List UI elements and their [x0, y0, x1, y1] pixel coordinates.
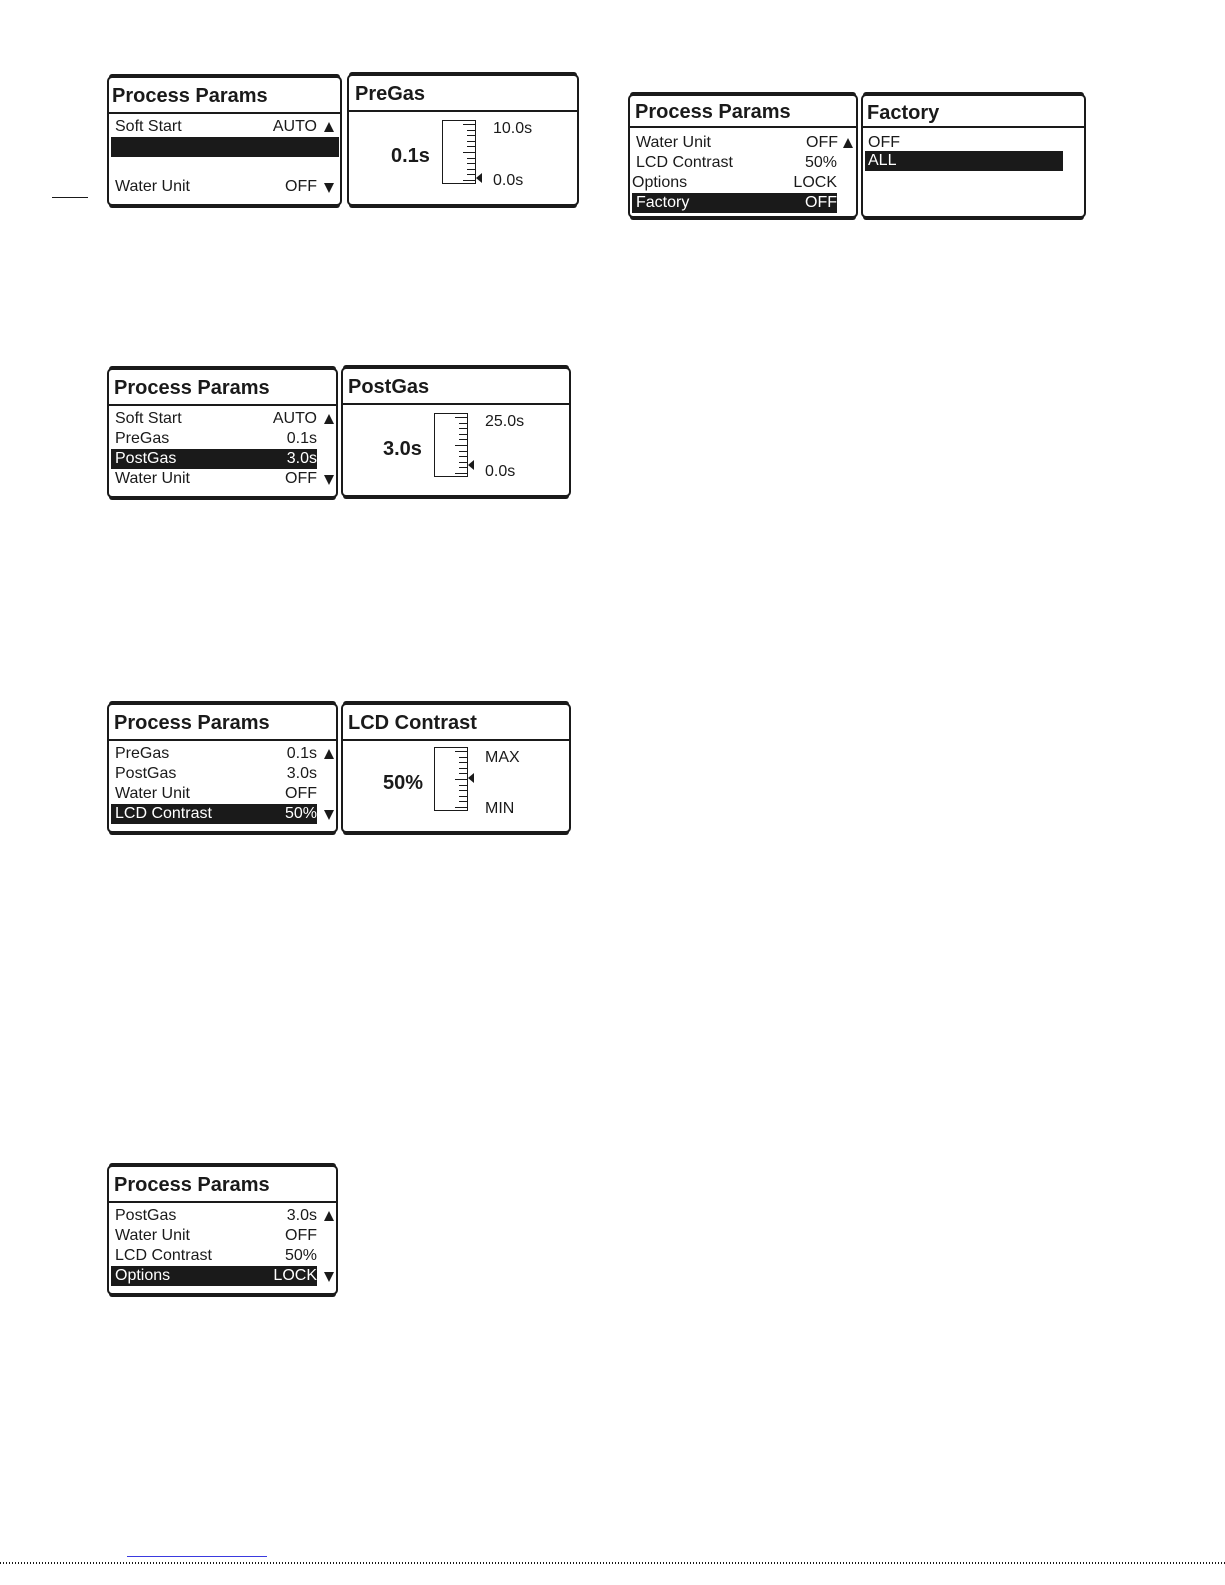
row-label: Factory [636, 194, 690, 211]
callout-line [52, 197, 88, 198]
row-value: LOCK [273, 1267, 317, 1284]
value-gauge [442, 120, 476, 184]
footer-link-underline [127, 1556, 267, 1557]
title-divider [109, 112, 340, 114]
gauge-tick [467, 174, 475, 175]
row-value: OFF [806, 134, 838, 151]
gauge-tick [459, 439, 467, 440]
process-params-menu-4 [107, 1165, 338, 1295]
row-label: Water Unit [115, 470, 190, 487]
menu-row-soft-start[interactable] [111, 117, 339, 137]
row-value: OFF [285, 785, 317, 802]
scroll-down-icon[interactable] [324, 475, 334, 485]
row-label: PreGas [115, 745, 170, 762]
menu-row-water-unit[interactable] [111, 469, 317, 489]
gauge-tick [459, 757, 467, 758]
factory-option-all[interactable] [865, 151, 1063, 171]
menu-row-options[interactable] [111, 1266, 317, 1286]
menu-row-pregas[interactable] [111, 744, 317, 764]
value-gauge [434, 747, 468, 811]
title-divider [349, 110, 577, 112]
row-label: Soft Start [115, 118, 182, 135]
gauge-tick [463, 180, 475, 181]
gauge-tick [455, 417, 467, 418]
level-marker-icon [468, 460, 474, 470]
gauge-tick [455, 473, 467, 474]
gauge-tick [455, 751, 467, 752]
row-value: 0.1s [286, 430, 317, 447]
detail-title: LCD Contrast [348, 712, 477, 734]
menu-title: Process Params [114, 712, 270, 734]
row-value: 3.0s [286, 450, 317, 467]
row-value: 3.0s [286, 1207, 317, 1224]
row-label: Options [632, 174, 688, 191]
scale-max-label: MAX [485, 749, 520, 766]
row-label: Water Unit [115, 178, 190, 195]
row-value: OFF [285, 1227, 317, 1244]
gauge-tick [459, 785, 467, 786]
process-params-menu-2 [107, 368, 338, 498]
gauge-tick [459, 456, 467, 457]
scroll-up-icon[interactable] [324, 414, 334, 424]
title-divider [109, 1201, 336, 1203]
menu-row-water-unit[interactable] [111, 784, 317, 804]
row-value: LOCK [793, 174, 837, 191]
detail-title: PreGas [355, 83, 426, 105]
gauge-tick [467, 135, 475, 136]
gauge-tick [467, 163, 475, 164]
gauge-tick [459, 434, 467, 435]
value-gauge [434, 413, 468, 477]
title-divider [343, 403, 569, 405]
row-value: OFF [285, 178, 317, 195]
row-label: LCD Contrast [636, 154, 733, 171]
menu-title: Process Params [635, 101, 791, 123]
gauge-tick [455, 779, 467, 780]
menu-row-highlighted[interactable] [111, 137, 339, 157]
menu-row-water-unit[interactable] [632, 133, 837, 153]
row-label: LCD Contrast [115, 1247, 212, 1264]
gauge-tick [459, 768, 467, 769]
detail-title: Factory [867, 102, 940, 124]
menu-row-postgas[interactable] [111, 764, 317, 784]
menu-row-empty[interactable] [111, 157, 339, 177]
gauge-tick [467, 169, 475, 170]
page-bottom-rule [0, 1562, 1225, 1564]
gauge-tick [467, 146, 475, 147]
row-value: OFF [805, 194, 837, 211]
row-value: AUTO [272, 410, 317, 427]
gauge-tick [467, 141, 475, 142]
current-value: 50% [383, 772, 424, 794]
row-label: PostGas [115, 450, 177, 467]
gauge-tick [459, 762, 467, 763]
lcd-contrast-detail [341, 703, 571, 833]
row-label: PreGas [115, 430, 170, 447]
pregas-detail [347, 74, 579, 206]
current-value: 0.1s [391, 145, 430, 167]
option-label: ALL [868, 152, 897, 169]
menu-row-soft-start[interactable] [111, 409, 317, 429]
menu-title: Process Params [114, 377, 270, 399]
level-marker-icon [468, 773, 474, 783]
title-divider [630, 126, 856, 128]
gauge-tick [467, 130, 475, 131]
menu-row-options[interactable] [632, 173, 837, 193]
scale-max-label: 25.0s [485, 413, 525, 430]
current-value: 3.0s [383, 438, 422, 460]
menu-row-postgas[interactable] [111, 449, 317, 469]
row-label: Soft Start [115, 410, 182, 427]
scale-min-label: MIN [485, 800, 515, 817]
postgas-detail [341, 367, 571, 497]
menu-row-postgas[interactable] [111, 1206, 317, 1226]
title-divider [109, 404, 336, 406]
gauge-tick [459, 796, 467, 797]
detail-title: PostGas [348, 376, 430, 398]
title-divider [109, 739, 336, 741]
row-value: AUTO [272, 118, 317, 135]
factory-option-off[interactable] [865, 133, 1063, 153]
scroll-down-icon[interactable] [324, 183, 334, 193]
scale-min-label: 0.0s [485, 463, 516, 480]
level-marker-icon [476, 173, 482, 183]
gauge-tick [459, 790, 467, 791]
row-label: PostGas [115, 1207, 177, 1224]
scale-min-label: 0.0s [493, 172, 524, 189]
row-value: 50% [284, 1247, 317, 1264]
title-divider [343, 739, 569, 741]
process-params-menu-3 [107, 703, 338, 833]
scroll-up-icon[interactable] [843, 138, 853, 148]
gauge-tick [455, 807, 467, 808]
scroll-up-icon[interactable] [324, 1211, 334, 1221]
scroll-up-icon[interactable] [324, 749, 334, 759]
row-value: 3.0s [286, 765, 317, 782]
gauge-tick [459, 773, 467, 774]
menu-row-water-unit[interactable] [111, 1226, 317, 1246]
row-value: 0.1s [286, 745, 317, 762]
menu-row-water-unit[interactable] [111, 177, 339, 197]
menu-row-lcd-contrast[interactable] [111, 1246, 317, 1266]
row-label: LCD Contrast [115, 805, 212, 822]
gauge-tick [459, 428, 467, 429]
menu-row-lcd-contrast[interactable] [632, 153, 837, 173]
gauge-tick [459, 801, 467, 802]
menu-row-pregas[interactable] [111, 429, 317, 449]
menu-row-factory[interactable] [632, 193, 837, 213]
row-label: Water Unit [636, 134, 711, 151]
title-divider [863, 126, 1084, 128]
gauge-tick [459, 451, 467, 452]
row-value: 50% [284, 805, 317, 822]
process-params-menu-5 [628, 94, 858, 218]
gauge-tick [459, 467, 467, 468]
row-label: PostGas [115, 765, 177, 782]
scroll-up-icon[interactable] [324, 122, 334, 132]
menu-row-lcd-contrast[interactable] [111, 804, 317, 824]
process-params-menu-1 [107, 76, 342, 206]
row-value: OFF [285, 470, 317, 487]
gauge-tick [463, 152, 475, 153]
gauge-tick [467, 158, 475, 159]
menu-title: Process Params [114, 1174, 270, 1196]
row-label: Water Unit [115, 785, 190, 802]
scroll-down-icon[interactable] [324, 810, 334, 820]
option-label: OFF [868, 134, 900, 151]
gauge-tick [459, 462, 467, 463]
scale-max-label: 10.0s [493, 120, 533, 137]
row-value: 50% [804, 154, 837, 171]
row-label: Water Unit [115, 1227, 190, 1244]
gauge-tick [459, 423, 467, 424]
gauge-tick [455, 445, 467, 446]
gauge-tick [463, 124, 475, 125]
factory-detail [861, 94, 1086, 218]
menu-title: Process Params [112, 85, 268, 107]
scroll-down-icon[interactable] [324, 1272, 334, 1282]
row-label: Options [115, 1267, 171, 1284]
